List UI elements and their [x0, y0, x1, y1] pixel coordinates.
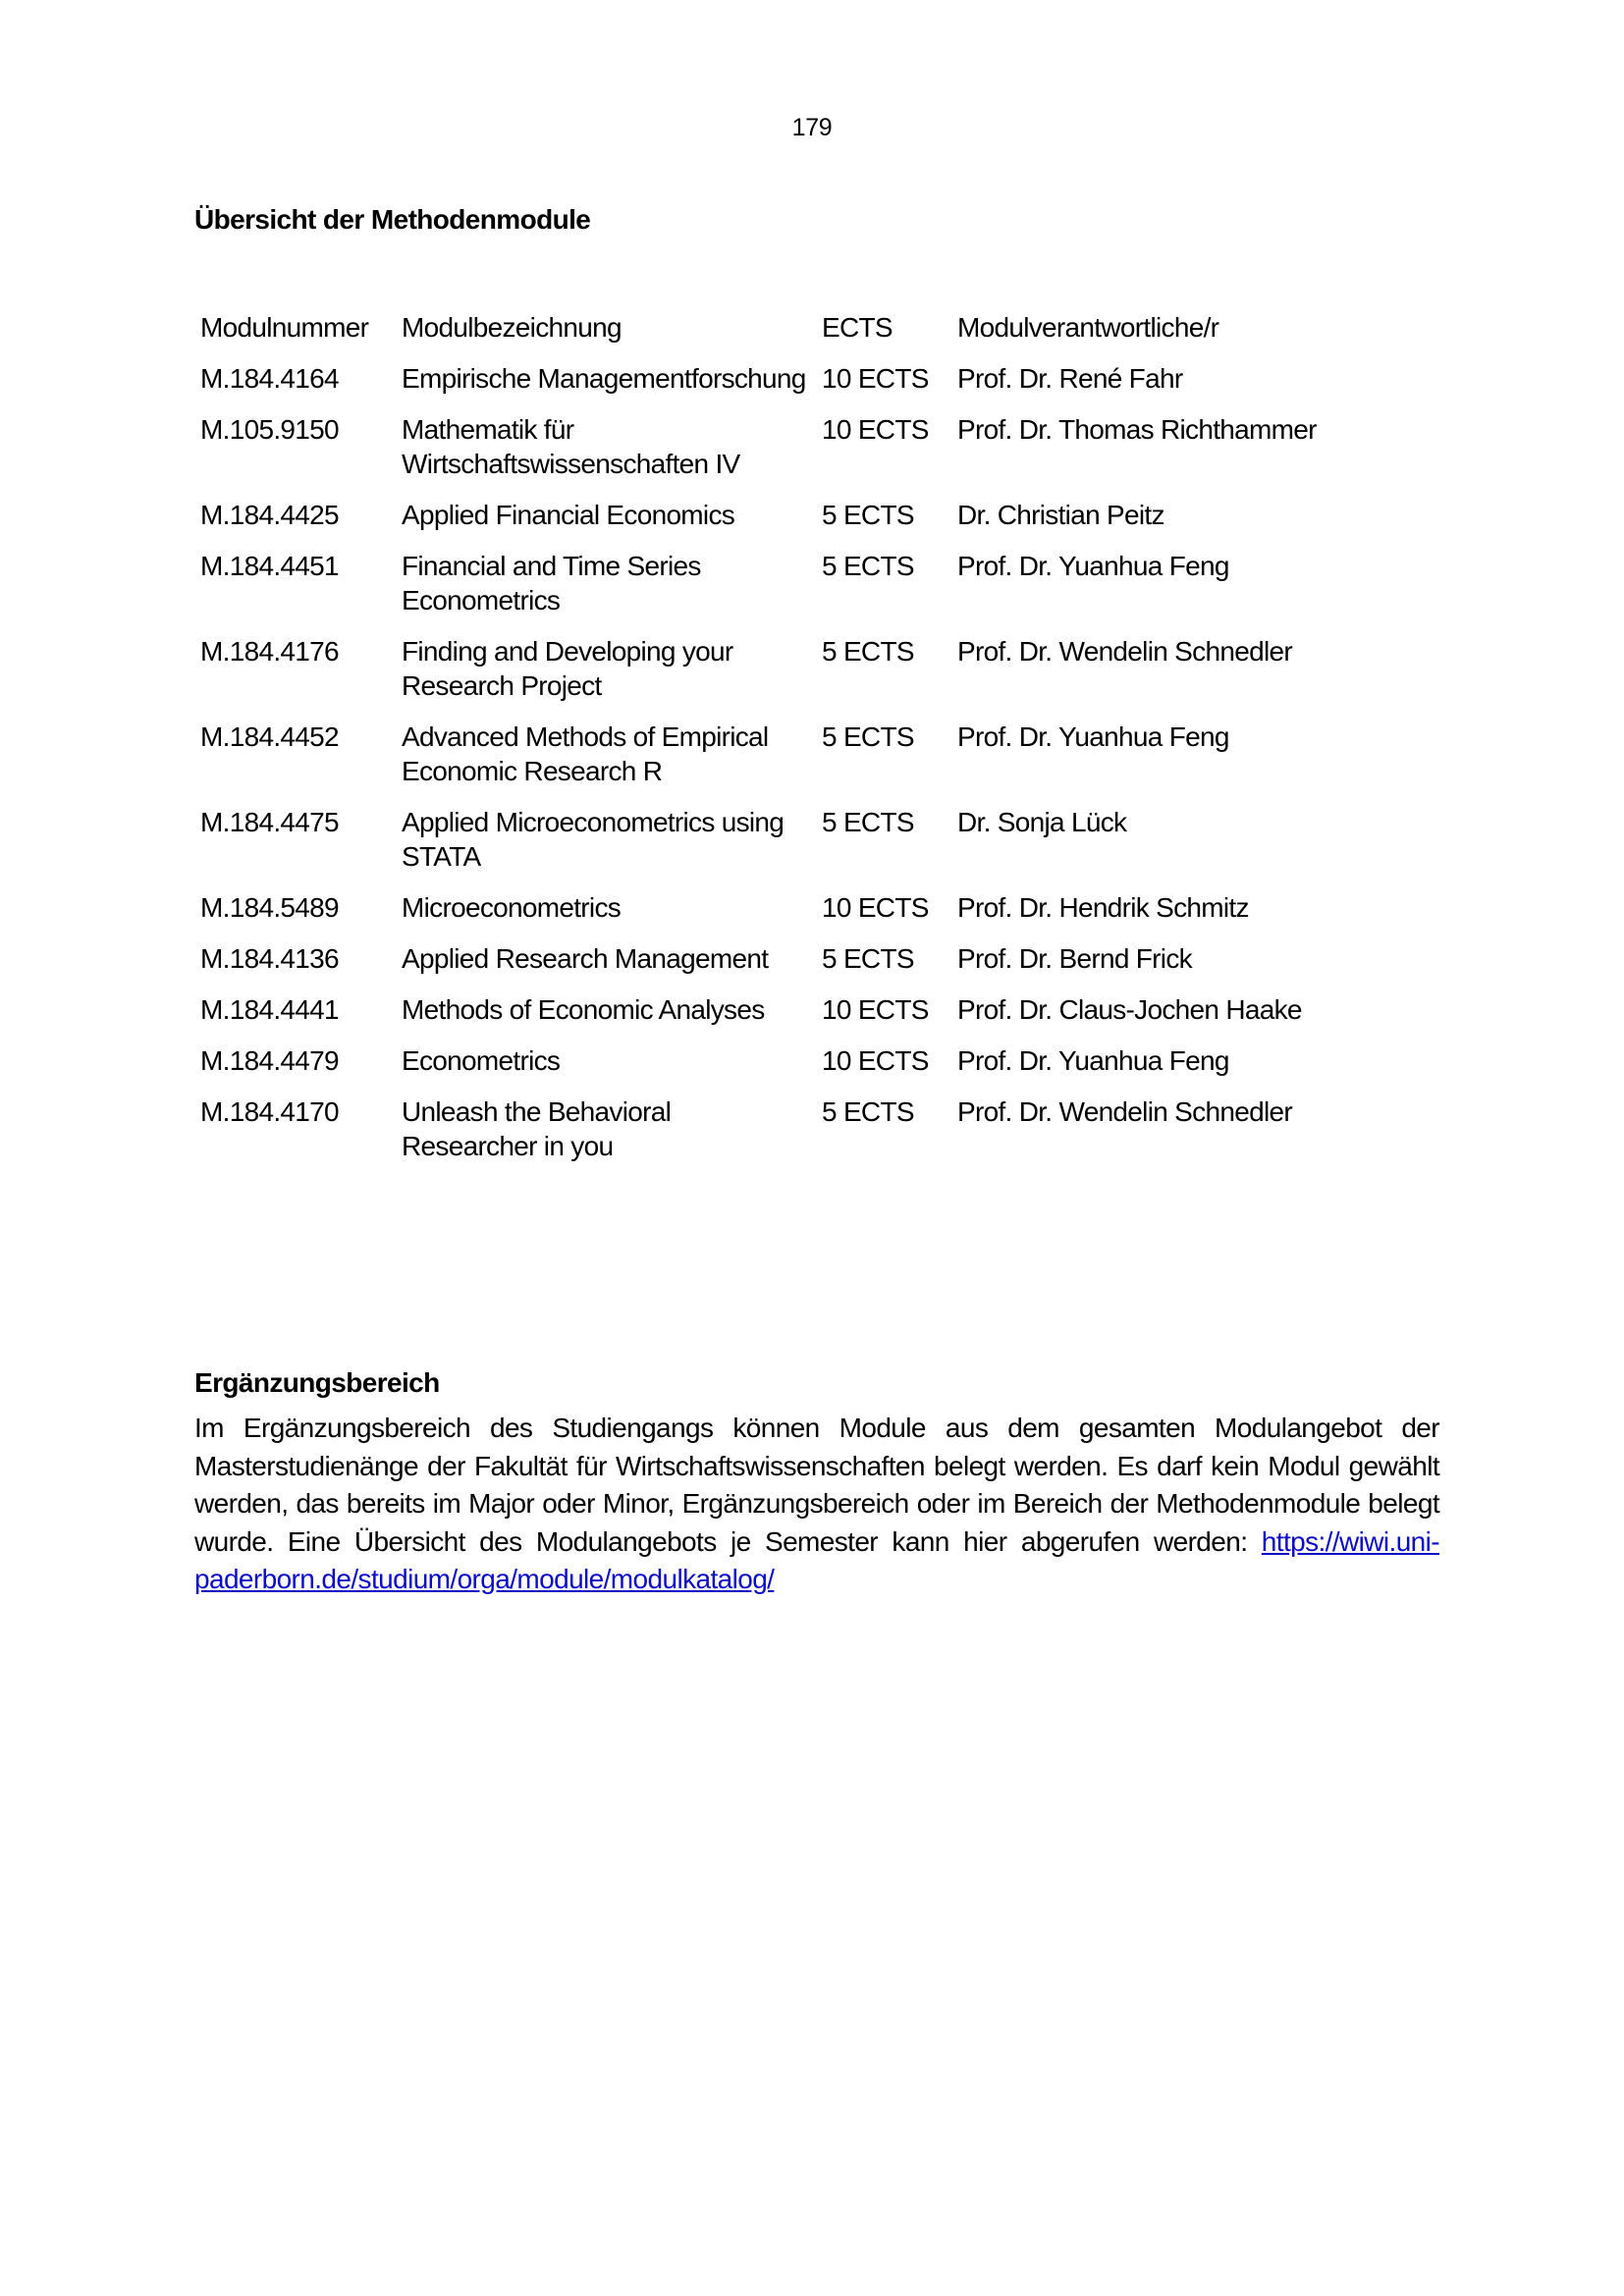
table-row [194, 986, 1364, 1037]
cell-modulverantwortliche: Prof. Dr. Wendelin Schnedler [957, 1096, 1292, 1127]
cell-modulbezeichnung: Applied Financial Economics [402, 500, 735, 530]
cell-modulverantwortliche: Dr. Sonja Lück [957, 807, 1127, 837]
cell-modulbezeichnung: Finding and Developing your Research Project [402, 636, 733, 701]
cell-modulbezeichnung: Advanced Methods of Empirical Economic Research R [402, 721, 769, 786]
cell-modulnummer: M.184.4441 [200, 994, 339, 1025]
table-row [194, 934, 1364, 986]
column-header-ects: ECTS [822, 312, 893, 343]
page-number: 179 [791, 114, 833, 141]
table-row [194, 1037, 1364, 1088]
cell-modulbezeichnung: Unleash the Behavioral Researcher in you [402, 1096, 672, 1161]
cell-ects: 10 ECTS [822, 363, 929, 394]
cell-ects: 5 ECTS [822, 500, 914, 530]
cell-ects: 10 ECTS [822, 994, 929, 1025]
cell-ects: 5 ECTS [822, 721, 914, 752]
cell-modulnummer: M.184.4164 [200, 363, 339, 394]
cell-ects: 5 ECTS [822, 1096, 914, 1127]
table-row [194, 542, 1364, 627]
cell-modulnummer: M.184.4479 [200, 1045, 339, 1076]
cell-modulnummer: M.105.9150 [200, 414, 339, 445]
cell-modulbezeichnung: Mathematik für Wirtschaftswissenschaften IV [402, 414, 740, 479]
cell-modulnummer: M.184.4452 [200, 721, 339, 752]
cell-modulverantwortliche: Prof. Dr. Yuanhua Feng [957, 721, 1229, 752]
column-header-modulnummer: Modulnummer [200, 312, 369, 343]
table-row [194, 798, 1364, 883]
table-row [194, 491, 1364, 542]
table-row [194, 713, 1364, 798]
cell-modulverantwortliche: Prof. Dr. René Fahr [957, 363, 1183, 394]
cell-modulbezeichnung: Microeconometrics [402, 892, 622, 923]
cell-ects: 10 ECTS [822, 892, 929, 923]
cell-ects: 5 ECTS [822, 551, 914, 581]
cell-ects: 5 ECTS [822, 807, 914, 837]
cell-modulnummer: M.184.5489 [200, 892, 339, 923]
cell-modulnummer: M.184.4475 [200, 807, 339, 837]
column-header-modulverantwortliche: Modulverantwortliche/r [957, 312, 1219, 343]
cell-modulverantwortliche: Prof. Dr. Yuanhua Feng [957, 551, 1229, 581]
table-header-row [194, 303, 1364, 354]
cell-modulbezeichnung: Empirische Managementforschung [402, 363, 806, 394]
section-title-ergaenzungsbereich: Ergänzungsbereich [194, 1367, 440, 1398]
cell-ects: 10 ECTS [822, 1045, 929, 1076]
methodenmodule-table [194, 303, 1364, 1173]
cell-modulnummer: M.184.4451 [200, 551, 339, 581]
ergaenzungsbereich-paragraph [194, 1410, 1439, 1599]
cell-modulbezeichnung: Econometrics [402, 1045, 561, 1076]
cell-modulbezeichnung: Applied Research Management [402, 943, 769, 974]
table-row [194, 354, 1364, 405]
cell-modulnummer: M.184.4136 [200, 943, 339, 974]
cell-modulverantwortliche: Prof. Dr. Hendrik Schmitz [957, 892, 1249, 923]
cell-modulnummer: M.184.4425 [200, 500, 339, 530]
cell-modulnummer: M.184.4176 [200, 636, 339, 667]
section-title-methodenmodule: Übersicht der Methodenmodule [194, 204, 591, 235]
cell-modulbezeichnung: Applied Microeconometrics using STATA [402, 807, 785, 872]
cell-ects: 5 ECTS [822, 636, 914, 667]
cell-modulverantwortliche: Prof. Dr. Thomas Richthammer [957, 414, 1317, 445]
table-row [194, 883, 1364, 934]
cell-modulverantwortliche: Prof. Dr. Yuanhua Feng [957, 1045, 1229, 1076]
column-header-modulbezeichnung: Modulbezeichnung [402, 312, 622, 343]
cell-modulverantwortliche: Dr. Christian Peitz [957, 500, 1164, 530]
cell-modulverantwortliche: Prof. Dr. Claus-Jochen Haake [957, 994, 1302, 1025]
cell-modulverantwortliche: Prof. Dr. Bernd Frick [957, 943, 1192, 974]
cell-modulnummer: M.184.4170 [200, 1096, 339, 1127]
cell-modulbezeichnung: Methods of Economic Analyses [402, 994, 765, 1025]
cell-modulbezeichnung: Financial and Time Series Econometrics [402, 551, 701, 615]
table-row [194, 405, 1364, 491]
cell-ects: 5 ECTS [822, 943, 914, 974]
table-row [194, 627, 1364, 713]
table-row [194, 1088, 1364, 1173]
cell-modulverantwortliche: Prof. Dr. Wendelin Schnedler [957, 636, 1292, 667]
paragraph-text: Im Ergänzungsbereich des Studiengangs können Module aus dem gesamten Modulangebot der Masterstudienänge der Fakultät für Wirtschaftswissenschaften belegt werden. Es darf kein Modul gewählt werden, das bereits im Major oder Minor, Ergänzungsbereich oder im Bereich der Methodenmodule belegt wurde. Eine Übersicht des Modulangebots je Semester kann hier abgerufen werden: [194, 1413, 1439, 1557]
cell-ects: 10 ECTS [822, 414, 929, 445]
modulkatalog-link[interactable]: https://wiwi.uni-paderborn.de/studium/orga/module/modulkatalog/ [194, 1525, 1439, 1594]
